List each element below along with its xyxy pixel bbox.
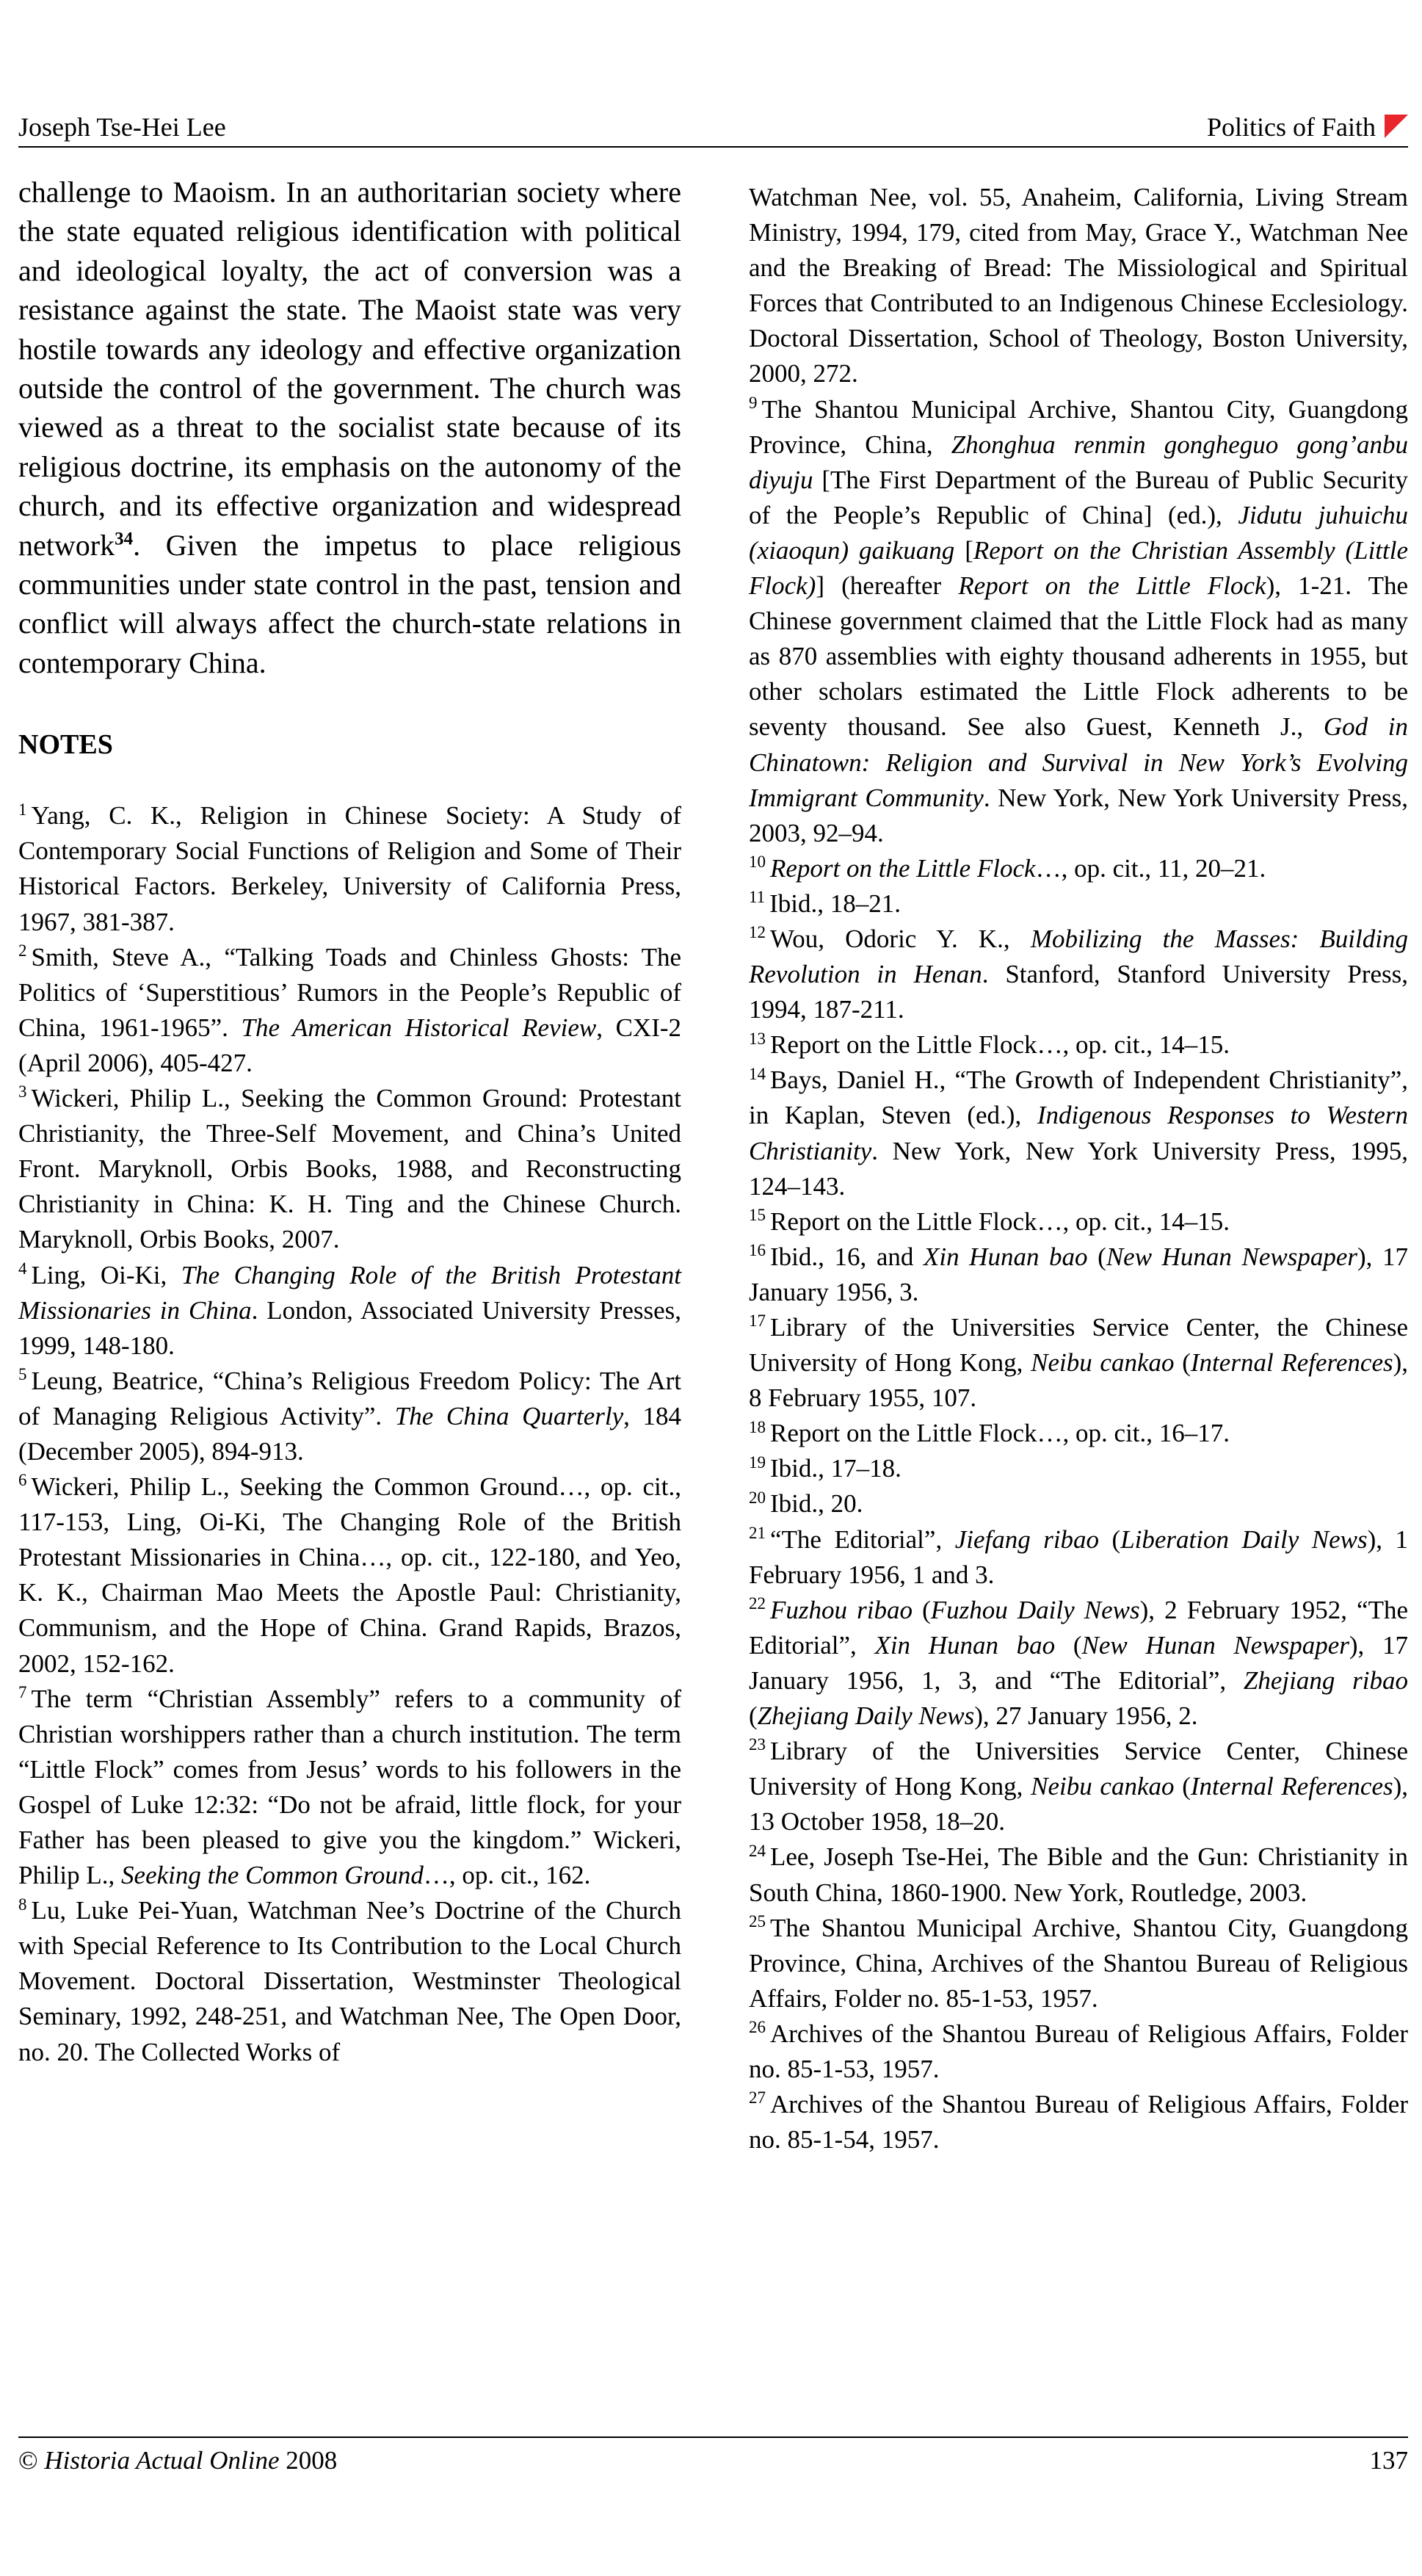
note-17: $^{17}$ Library of the Universities Service Center, the Chinese University of Hong Kong, Neibu cankao (Internal References), 8 February 1955, 107. [749, 1311, 1409, 1413]
left-column [18, 173, 681, 2070]
note-19: $^{19}$ Ibid., 17–18. [749, 1452, 902, 1483]
note-8: $^8$ Lu, Luke Pei-Yuan, Watchman Nee’s Doctrine of the Church with Special Reference to Its Contribution to the Local Church Movement. Doctoral Dissertation, Westminster Theological Seminary, 1992, 248-251, and Watchman Nee, The Open Door, no. 20. The Collected Works of [18, 1895, 681, 2066]
page-number: 137 [1369, 2446, 1408, 2475]
body-paragraph: challenge to Maoism. In an authoritarian society where the state equated religious identification with political and ideological loyalty, the act of conversion was a resistance against the state. The Maoist state was very hostile towards any ideology and effective organization outside the control of the government. The church was viewed as a threat to the socialist state because of its religious doctrine, its emphasis on the autonomy of the church, and its effective organization and widespread network$^{34}$. Given the impetus to place religious communities under state control in the past, tension and conflict will always affect the church-state relations in contemporary China. [18, 176, 681, 679]
note-22: $^{22}$ Fuzhou ribao (Fuzhou Daily News), 2 February 1952, “The Editorial”, Xin Hunan bao (New Hunan Newspaper), 17 January 1956, 1, 3, and “The Editorial”, Zhejiang ribao (Zhejiang Daily News), 27 January 1956, 2. [749, 1594, 1409, 1731]
note-14: $^{14}$ Bays, Daniel H., “The Growth of Independent Christianity”, in Kaplan, Steven (ed.), Indigenous Responses to Western Christianity. New York, New York University Press, 1995, 124–143. [749, 1064, 1408, 1201]
page-footer [18, 2436, 1408, 2475]
note-23: $^{23}$ Library of the Universities Service Center, Chinese University of Hong Kong, Neibu cankao (Internal References), 13 October 1958, 18–20. [749, 1735, 1409, 1837]
notes-list-right-a [749, 851, 1408, 1240]
note-25: $^{25}$ The Shantou Municipal Archive, Shantou City, Guangdong Province, China, Archives of the Shantou Bureau of Religious Affairs, Folder no. 85-1-53, 1957. [749, 1911, 1408, 2013]
note-16: $^{16}$ Ibid., 16, and Xin Hunan bao (New Hunan Newspaper), 17 January 1956, 3. [749, 1241, 1409, 1306]
note-1: $^1$ Yang, C. K., Religion in Chinese Society: A Study of Contemporary Social Functions of Religion and Some of Their Historical Factors. Berkeley, University of California Press, 1967, 381-387. [18, 800, 681, 936]
notes-list-right-b [749, 1416, 1408, 1522]
note-5: $^5$ Leung, Beatrice, “China’s Religious Freedom Policy: The Art of Managing Religious Activity”. The China Quarterly, 184 (December 2005), 894-913. [18, 1365, 681, 1466]
note-8-continued: Watchman Nee, vol. 55, Anaheim, California, Living Stream Ministry, 1994, 179, cited from May, Grace Y., Watchman Nee and the Breaking of Bread: The Missiological and Spiritual Forces that Contributed to an Indigenous Chinese Ecclesiology. Doctoral Dissertation, School of Theology, Boston University, 2000, 272. [749, 183, 1408, 388]
note-11: $^{11}$ Ibid., 18–21. [749, 888, 902, 918]
note-3: $^3$ Wickeri, Philip L., Seeking the Common Ground: Protestant Christianity, the Three-Self Movement, and China’s United Front. Maryknoll, Orbis Books, 1988, and Reconstructing Christianity in China: K. H. Ting and the Chinese Church. Maryknoll, Orbis Books, 2007. [18, 1082, 681, 1254]
notes-list-left [18, 798, 681, 2069]
note-27: $^{27}$ Archives of the Shantou Bureau of Religious Affairs, Folder no. 85-1-54, 1957. [749, 2088, 1408, 2154]
footer-publication: Historia Actual Online [44, 2446, 280, 2475]
note-12: $^{12}$ Wou, Odoric Y. K., Mobilizing the Masses: Building Revolution in Henan. Stanford, Stanford University Press, 1994, 187-211. [749, 923, 1408, 1024]
note-20: $^{20}$ Ibid., 20. [749, 1488, 863, 1519]
note-15: $^{15}$ Report on the Little Flock…, op. cit., 14–15. [749, 1206, 1230, 1236]
note-24: $^{24}$ Lee, Joseph Tse-Hei, The Bible and the Gun: Christianity in South China, 1860-1900. New York, Routledge, 2003. [749, 1841, 1408, 1907]
running-title: Politics of Faith [1206, 112, 1376, 142]
endnote-ref[interactable]: 34 [115, 529, 134, 549]
note-10: $^{10}$ Report on the Little Flock…, op. cit., 11, 20–21. [749, 853, 1266, 883]
note-9: $^9$ The Shantou Municipal Archive, Shantou City, Guangdong Province, China, Zhonghua renmin gongheguo gong’anbu diyuju [The First Department of the Bureau of Public Security of the People’s Republic of China] (ed.), Jidutu juhuichu (xiaoqun) gaikuang [Report on the Christian Assembly (Little Flock)] (hereafter Report on the Little Flock), 1-21. The Chinese government claimed that the Little Flock had as many as 870 assemblies with eighty thousand adherents in 1955, but other scholars estimated the Little Flock adherents to be seventy thousand. See also Guest, Kenneth J., God in Chinatown: Religion and Survival in New York’s Evolving Immigrant Community. New York, New York University Press, 2003, 92–94. [749, 393, 1409, 847]
notes-heading: NOTES [18, 729, 113, 761]
note-21: $^{21}$ “The Editorial”, Jiefang ribao (Liberation Daily News), 1 February 1956, 1 and 3. [749, 1523, 1408, 1589]
note-6: $^6$ Wickeri, Philip L., Seeking the Common Ground…, op. cit., 117-153, Ling, Oi-Ki, The Changing Role of the British Protestant Missionaries in China…, op. cit., 122-180, and Yeo, K. K., Chairman Mao Meets the Apostle Paul: Christianity, Communism, and the Hope of China. Grand Rapids, Brazos, 2002, 152-162. [18, 1471, 681, 1678]
note-26: $^{26}$ Archives of the Shantou Bureau of Religious Affairs, Folder no. 85-1-53, 1957. [749, 2018, 1408, 2083]
footer-copyright: © Historia Actual Online 2008 [18, 2446, 338, 2475]
note-4: $^4$ Ling, Oi-Ki, The Changing Role of the British Protestant Missionaries in China. London, Associated University Presses, 1999, 148-180. [18, 1259, 682, 1360]
notes-list-right-c [749, 1839, 1408, 2157]
page-header [18, 110, 1408, 147]
header-rule [18, 146, 1408, 148]
right-column [749, 180, 1408, 2157]
note-18: $^{18}$ Report on the Little Flock…, op. cit., 16–17. [749, 1417, 1230, 1448]
note-13: $^{13}$ Report on the Little Flock…, op. cit., 14–15. [749, 1029, 1230, 1060]
running-author: Joseph Tse-Hei Lee [18, 112, 226, 142]
note-2: $^2$ Smith, Steve A., “Talking Toads and Chinless Ghosts: The Politics of ‘Superstitious’ Rumors in the People’s Republic of China, 1961-1965”. The American Historical Review, CXI-2 (April 2006), 405-427. [18, 941, 682, 1077]
red-corner-flag-icon [1385, 115, 1408, 138]
note-7: $^7$ The term “Christian Assembly” refers to a community of Christian worshippers rather than a church institution. The term “Little Flock” comes from Jesus’ words to his followers in the Gospel of Luke 12:32: “Do not be afraid, little flock, for your Father has been pleased to give you the kingdom.” Wickeri, Philip L., Seeking the Common Ground…, op. cit., 162. [18, 1682, 681, 1890]
